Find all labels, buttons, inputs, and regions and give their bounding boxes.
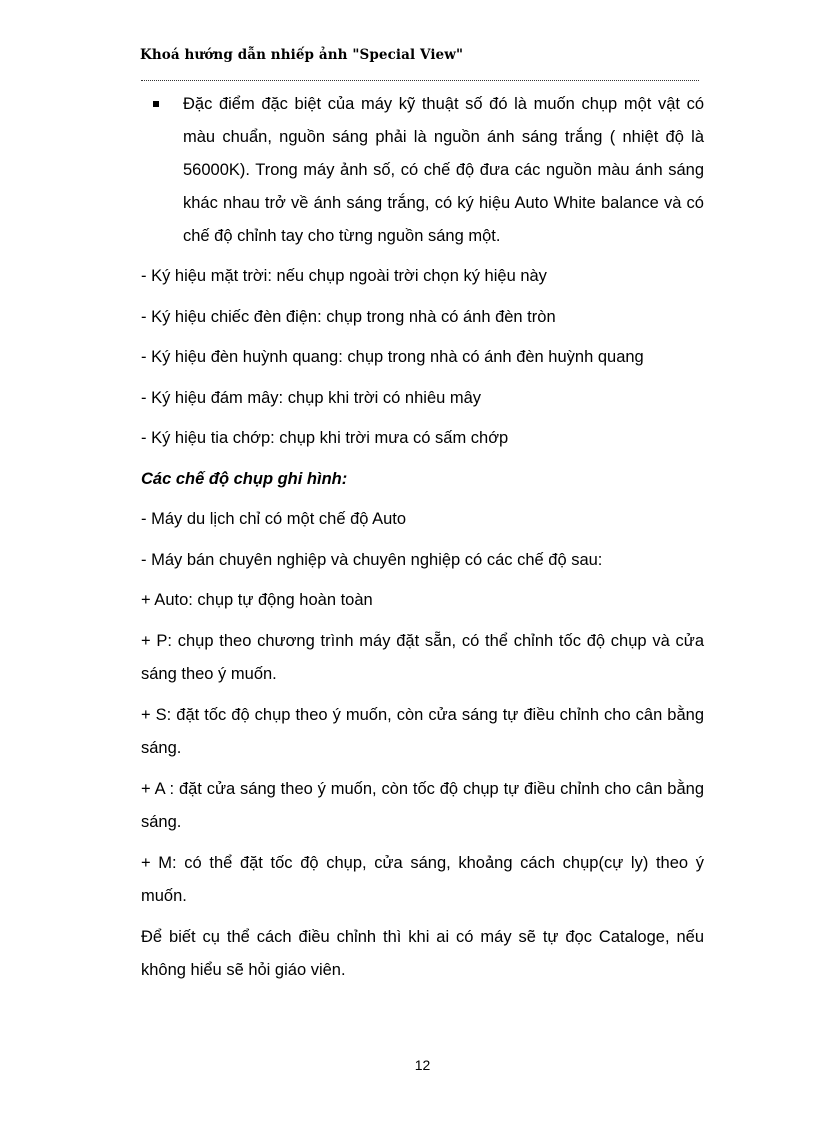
modes-heading: Các chế độ chụp ghi hình: xyxy=(141,469,348,488)
camera-type-compact: - Máy du lịch chỉ có một chế độ Auto xyxy=(141,510,407,528)
symbol-sun-line: - Ký hiệu mặt trời: nếu chụp ngoài trời chọn ký hiệu này xyxy=(141,267,547,285)
symbol-bulb-line: - Ký hiệu chiếc đèn điện: chụp trong nhà có ánh đèn tròn xyxy=(141,307,556,326)
mode-m: + M: có thể đặt tốc độ chụp, cửa sáng, khoảng cách chụp(cự ly) theo ý muốn. xyxy=(141,853,704,905)
page-content xyxy=(141,88,704,988)
mode-s: + S: đặt tốc độ chụp theo ý muốn, còn cửa sáng tự điều chỉnh cho cân bằng sáng. xyxy=(141,705,704,757)
header-dotted-rule xyxy=(141,80,699,81)
running-header: Khoá hướng dẫn nhiếp ảnh "Special View" xyxy=(140,47,464,63)
symbol-fluorescent-line: - Ký hiệu đèn huỳnh quang: chụp trong nhà có ánh đèn huỳnh quang xyxy=(141,348,644,366)
bullet-paragraph xyxy=(141,88,704,253)
mode-auto: + Auto: chụp tự động hoàn toàn xyxy=(141,591,373,609)
mode-a: + A : đặt cửa sáng theo ý muốn, còn tốc độ chụp tự điều chỉnh cho cân bằng sáng. xyxy=(141,779,704,831)
camera-type-pro: - Máy bán chuyên nghiệp và chuyên nghiệp có các chế độ sau: xyxy=(141,550,603,569)
square-bullet-icon xyxy=(153,101,159,107)
bullet-text: Đặc điểm đặc biệt của máy kỹ thuật số đó là muốn chụp một vật có màu chuẩn, nguồn sáng phải là nguồn ánh sáng trắng ( nhiệt độ là 56000K). Trong máy ảnh số, có chế độ đưa các nguồn màu ánh sáng khác nhau trở về ánh sáng trắng, có ký hiệu Auto White balance và có chế độ chỉnh tay cho từng nguồn sáng một. xyxy=(183,95,704,245)
closing-paragraph: Để biết cụ thể cách điều chỉnh thì khi ai có máy sẽ tự đọc Cataloge, nếu không hiểu sẽ hỏi giáo viên. xyxy=(141,927,704,979)
mode-p: + P: chụp theo chương trình máy đặt sẵn, có thể chỉnh tốc độ chụp và cửa sáng theo ý muốn. xyxy=(141,631,704,683)
symbol-lightning-line: - Ký hiệu tia chớp: chụp khi trời mưa có sấm chớp xyxy=(141,429,509,447)
page-number: 12 xyxy=(414,1057,431,1073)
symbol-cloud-line: - Ký hiệu đám mây: chụp khi trời có nhiêu mây xyxy=(141,388,482,407)
